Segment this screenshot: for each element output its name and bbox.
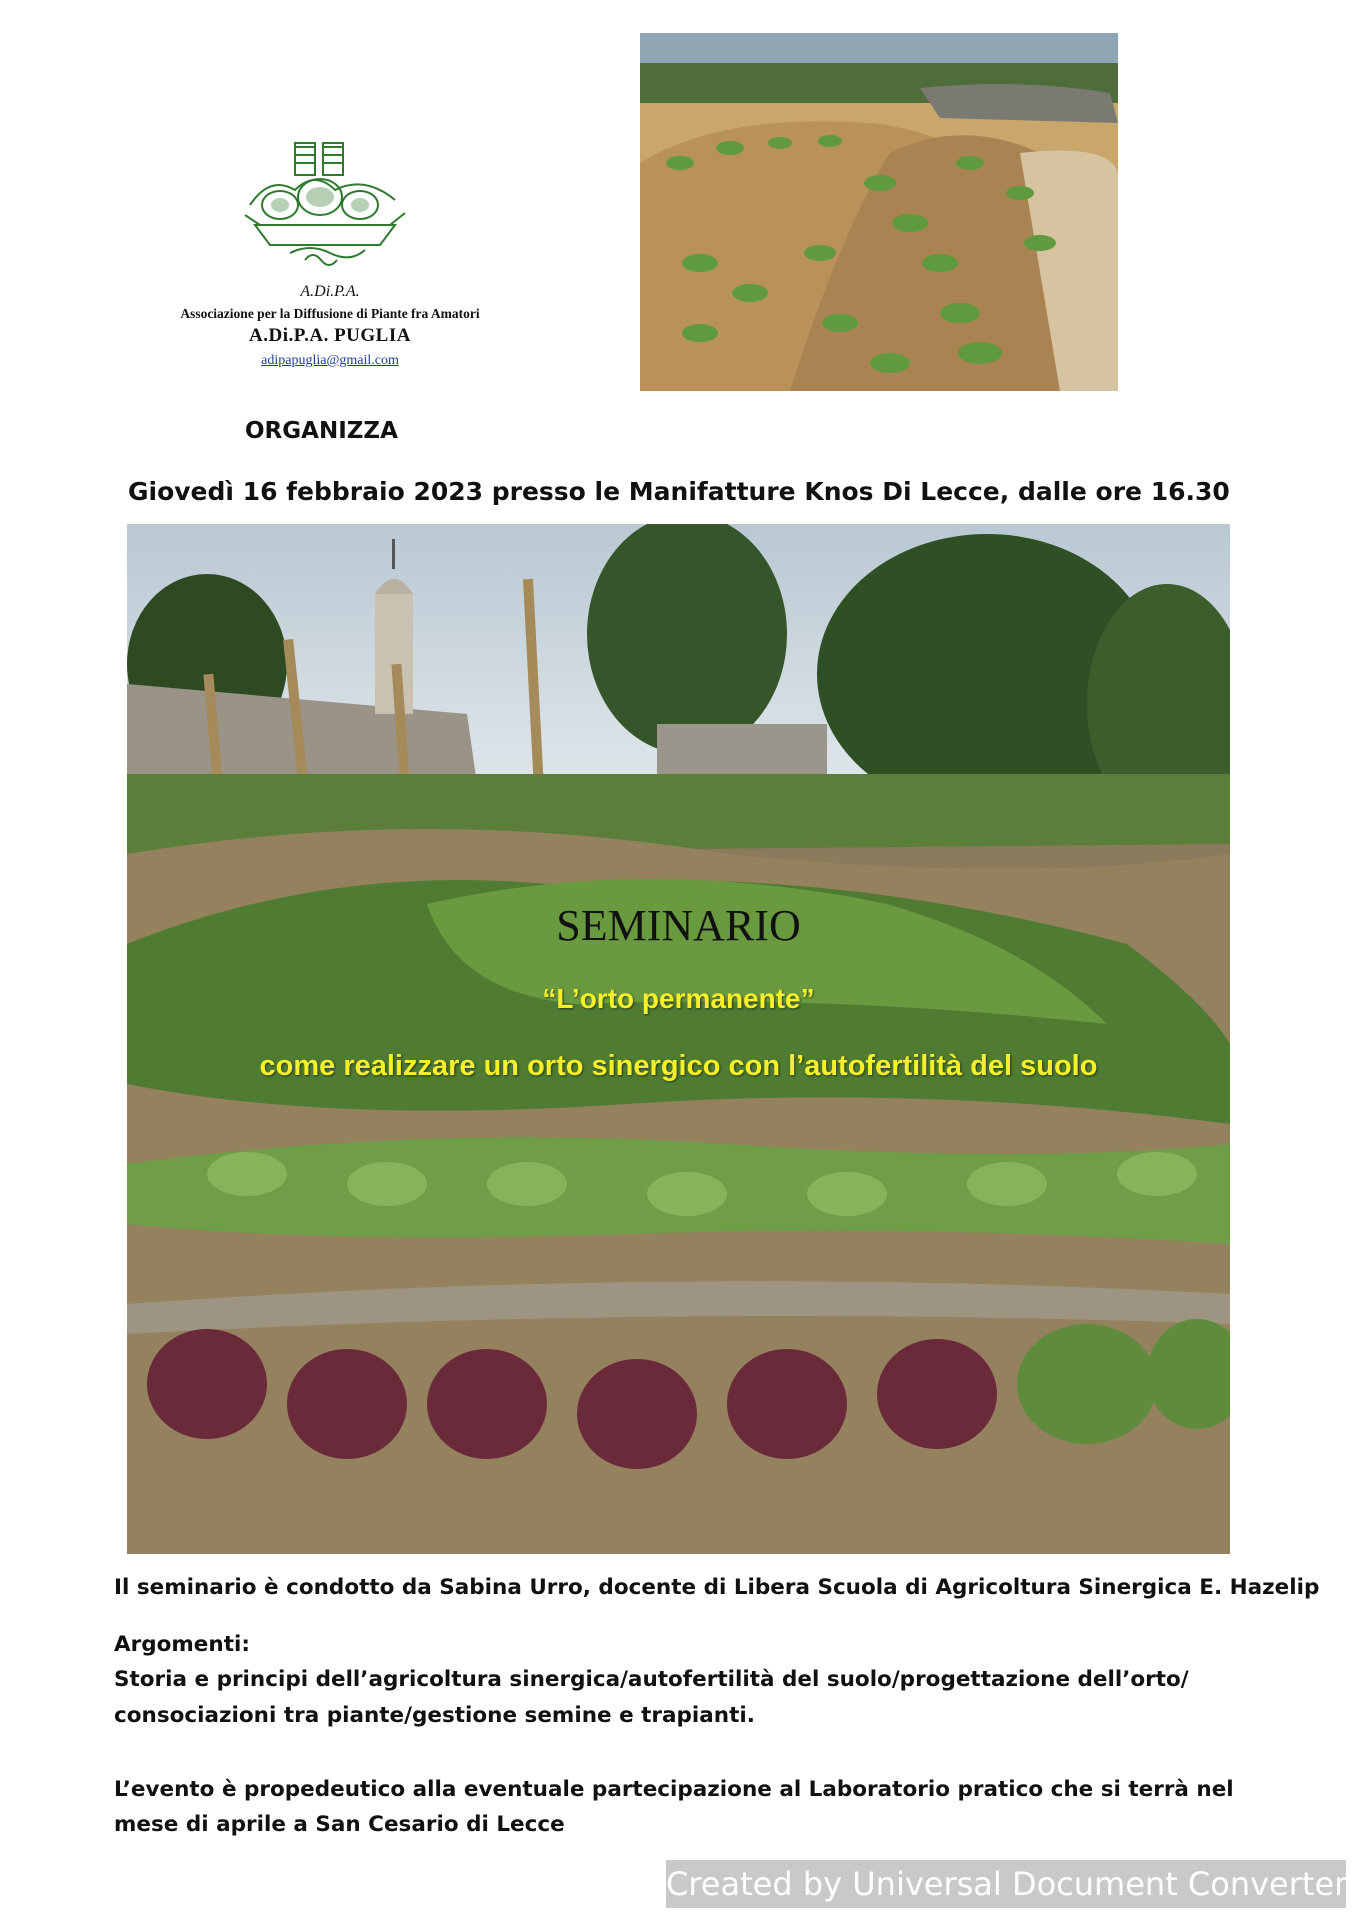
seminar-subtitle: “L’orto permanente”: [542, 983, 815, 1014]
seminar-description: come realizzare un orto sinergico con l’autofertilità del suolo: [259, 1050, 1098, 1082]
seminar-conductor: Il seminario è condotto da Sabina Urro, docente di Libera Scuola di Agricoltura Sinergica E. Hazelip: [114, 1575, 1320, 1600]
organization-logo: [235, 135, 415, 275]
photo-synergic-garden: [127, 524, 1230, 1554]
event-note-line-1: L’evento è propedeutico alla eventuale partecipazione al Laboratorio pratico che si terrà nel: [114, 1777, 1234, 1802]
org-email-link[interactable]: adipapuglia@gmail.com: [261, 353, 399, 368]
org-abbreviation: A.Di.P.A.: [300, 283, 360, 300]
photo-raised-beds: [640, 33, 1118, 391]
event-date-location: Giovedì 16 febbraio 2023 presso le Manifatture Knos Di Lecce, dalle ore 16.30: [128, 477, 1230, 506]
organizza-label: ORGANIZZA: [245, 418, 398, 444]
seminar-title: SEMINARIO: [556, 901, 801, 950]
topics-line-1: Storia e principi dell’agricoltura sinergica/autofertilità del suolo/progettazione dell’orto/: [114, 1667, 1189, 1692]
topics-heading: Argomenti:: [114, 1632, 250, 1657]
org-full-name: Associazione per la Diffusione di Piante fra Amatori: [180, 306, 480, 321]
plant-basket-logo-icon: [235, 135, 415, 275]
topics-line-2: consociazioni tra piante/gestione semine e trapianti.: [114, 1703, 755, 1728]
org-name: A.Di.P.A. PUGLIA: [249, 325, 411, 346]
event-note-line-2: mese di aprile a San Cesario di Lecce: [114, 1812, 565, 1837]
converter-watermark: Created by Universal Document Converter: [666, 1860, 1346, 1908]
